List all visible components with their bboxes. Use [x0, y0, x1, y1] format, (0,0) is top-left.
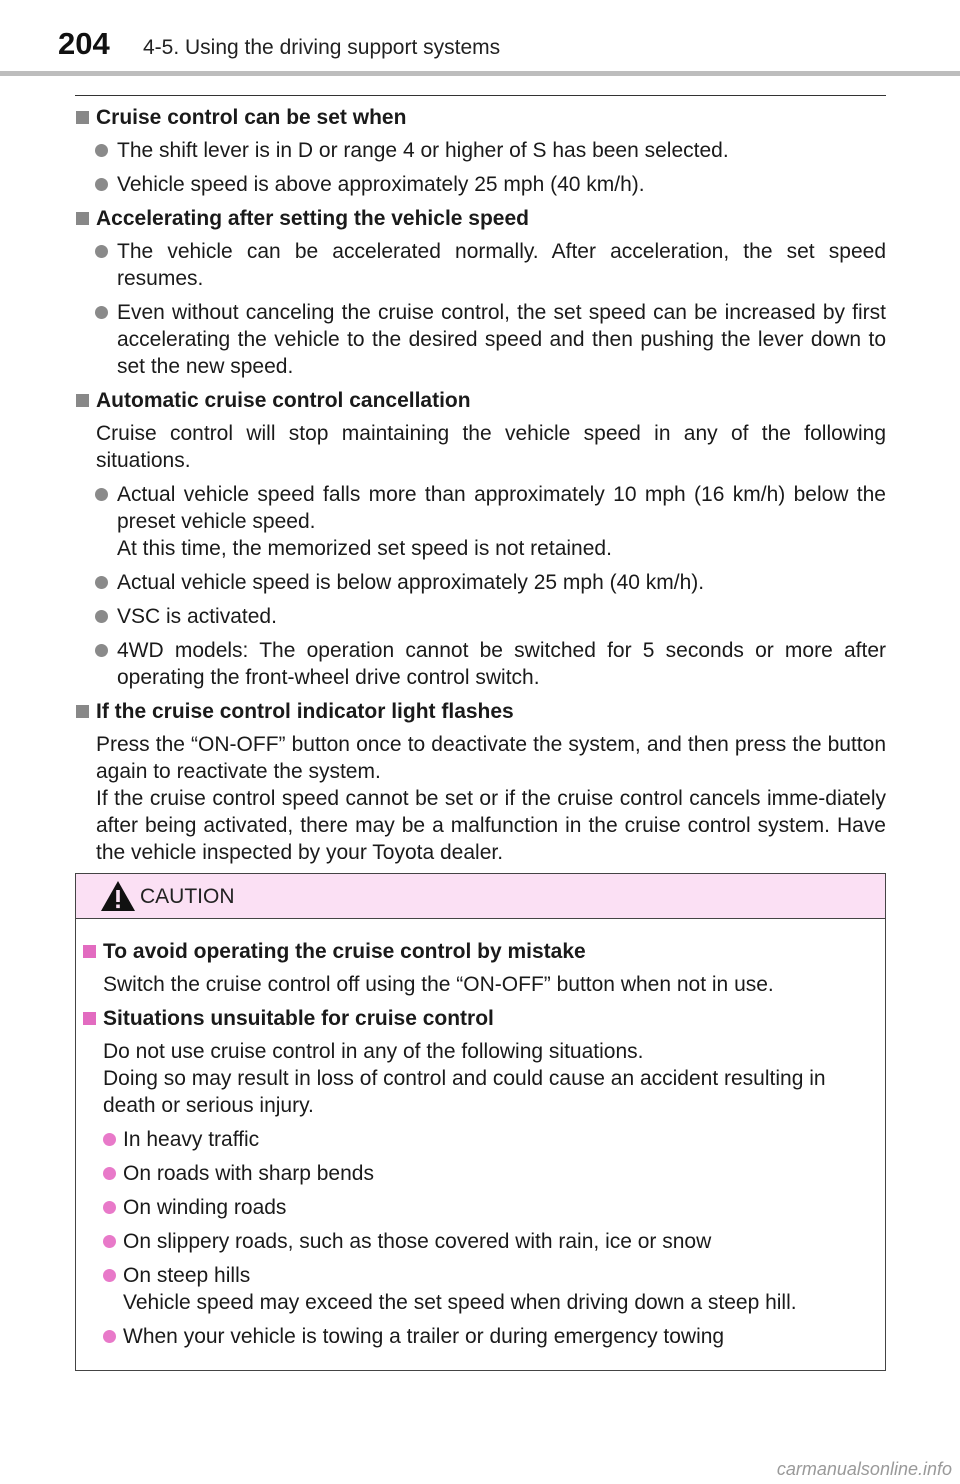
- square-bullet-icon: [76, 705, 89, 718]
- square-bullet-icon: [83, 945, 96, 958]
- list-item: 4WD models: The operation cannot be switched for 5 seconds or more after operating the front-wheel drive control switch.: [75, 637, 886, 691]
- header-divider: [0, 71, 960, 76]
- circle-bullet-icon: [103, 1269, 116, 1282]
- section-intro: Cruise control will stop maintaining the vehicle speed in any of the following situations.: [96, 422, 886, 472]
- section-title: Accelerating after setting the vehicle speed: [75, 205, 886, 232]
- caution-section-title: To avoid operating the cruise control by mistake: [82, 938, 872, 965]
- list-item: On winding roads: [82, 1194, 872, 1221]
- section-paragraph: If the cruise control speed cannot be set or if the cruise control cancels imme-diately after being activated, there may be a malfunction in the cruise control system. Have the vehicle inspected by your Toyota dealer.: [96, 787, 886, 864]
- caution-header: [76, 874, 885, 919]
- caution-section-title: Situations unsuitable for cruise control: [82, 1005, 872, 1032]
- section-title: Automatic cruise control cancellation: [75, 387, 886, 414]
- circle-bullet-icon: [103, 1133, 116, 1146]
- list-item: On slippery roads, such as those covered with rain, ice or snow: [82, 1228, 872, 1255]
- list-item: In heavy traffic: [82, 1126, 872, 1153]
- section-paragraph: Press the “ON-OFF” button once to deactivate the system, and then press the button again to reactivate the system.: [96, 733, 886, 783]
- caution-paragraph: Doing so may result in loss of control and could cause an accident resulting in death or serious injury.: [103, 1067, 826, 1117]
- list-item: Vehicle speed is above approximately 25 mph (40 km/h).: [75, 171, 886, 198]
- page-header: [0, 0, 960, 76]
- list-item: The shift lever is in D or range 4 or higher of S has been selected.: [75, 137, 886, 164]
- list-item: On roads with sharp bends: [82, 1160, 872, 1187]
- watermark: carmanualsonline.info: [776, 1459, 952, 1479]
- list-item: Actual vehicle speed falls more than approximately 10 mph (16 km/h) below the preset vehicle speed. At this time, the memorized set speed is not retained.: [75, 481, 886, 562]
- square-bullet-icon: [76, 212, 89, 225]
- list-item-note: At this time, the memorized set speed is not retained.: [117, 537, 612, 560]
- circle-bullet-icon: [95, 178, 108, 191]
- caution-label: CAUTION: [140, 885, 235, 908]
- caution-paragraph: Do not use cruise control in any of the following situations.: [103, 1040, 644, 1063]
- circle-bullet-icon: [95, 576, 108, 589]
- section-heading: 4-5. Using the driving support systems: [143, 36, 501, 59]
- caution-body: [82, 938, 872, 1357]
- square-bullet-icon: [76, 111, 89, 124]
- circle-bullet-icon: [103, 1330, 116, 1343]
- page-number: 204: [58, 26, 110, 61]
- warning-triangle-icon: [100, 880, 136, 912]
- circle-bullet-icon: [95, 144, 108, 157]
- circle-bullet-icon: [95, 245, 108, 258]
- list-item: When your vehicle is towing a trailer or during emergency towing: [82, 1323, 872, 1350]
- list-item: On steep hills Vehicle speed may exceed the set speed when driving down a steep hill.: [82, 1262, 872, 1316]
- section-title: If the cruise control indicator light flashes: [75, 698, 886, 725]
- circle-bullet-icon: [95, 644, 108, 657]
- section-divider: [75, 95, 886, 96]
- caution-box: [75, 873, 886, 1371]
- circle-bullet-icon: [95, 306, 108, 319]
- square-bullet-icon: [83, 1012, 96, 1025]
- circle-bullet-icon: [95, 610, 108, 623]
- circle-bullet-icon: [103, 1167, 116, 1180]
- circle-bullet-icon: [95, 488, 108, 501]
- list-item: Even without canceling the cruise control, the set speed can be increased by first accelerating the vehicle to the desired speed and then pushing the lever down to set the new speed.: [75, 299, 886, 380]
- circle-bullet-icon: [103, 1235, 116, 1248]
- main-content: [75, 104, 886, 873]
- caution-paragraph: Switch the cruise control off using the “ON-OFF” button when not in use.: [103, 973, 774, 996]
- square-bullet-icon: [76, 394, 89, 407]
- list-item-note: Vehicle speed may exceed the set speed when driving down a steep hill.: [123, 1291, 797, 1314]
- list-item: The vehicle can be accelerated normally. After acceleration, the set speed resumes.: [75, 238, 886, 292]
- section-title: Cruise control can be set when: [75, 104, 886, 131]
- circle-bullet-icon: [103, 1201, 116, 1214]
- list-item: VSC is activated.: [75, 603, 886, 630]
- list-item: Actual vehicle speed is below approximately 25 mph (40 km/h).: [75, 569, 886, 596]
